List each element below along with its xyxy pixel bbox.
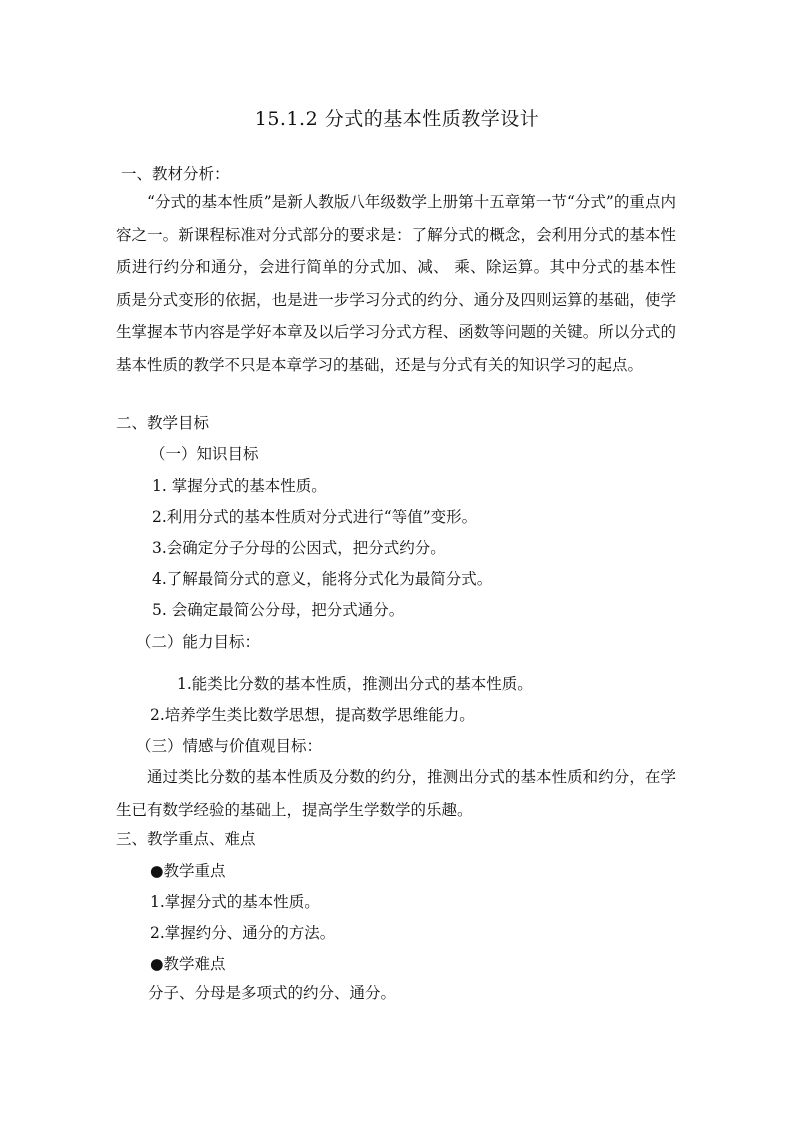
document-title: 15.1.2 分式的基本性质教学设计 xyxy=(254,108,540,130)
emotion-goals-paragraph: 通过类比分数的基本性质及分数的约分，推测出分式的基本性质和约分，在学生已有数学经验的基础上，提高学生学数学的乐趣。 xyxy=(116,768,676,819)
section1-paragraph: “分式的基本性质”是新人教版八年级数学上册第十五章第一节“分式”的重点内容之一。新课程标准对分式部分的要求是：了解分式的概念，会利用分式的基本性质进行约分和通分，会进行简单的分式加、减、 乘、除运算。其中分式的基本性质是分式变形的依据，也是进一步学习分式的约分、通分及四则运算的基础，使学生掌握本节内容是学好本章及以后学习分式方程、函数等问题的关键。所以分式的基本性质的教学不只是本章学习的基础，还是与分式有关的知识学习的起点。 xyxy=(116,193,676,374)
difficult-point-text: 分子、分母是多项式的约分、通分。 xyxy=(148,984,397,1002)
knowledge-goal-item: 1. 掌握分式的基本性质。 xyxy=(152,477,327,495)
knowledge-goal-item: 3.会确定分子分母的公因式，把分式约分。 xyxy=(152,539,446,557)
knowledge-goal-item: 2.利用分式的基本性质对分式进行“等值”变形。 xyxy=(152,508,478,526)
difficult-points-heading: ●教学难点 xyxy=(150,955,226,973)
key-points-heading: ●教学重点 xyxy=(150,862,226,880)
section2-heading: 二、教学目标 xyxy=(116,414,210,432)
ability-goal-item: 2.培养学生类比数学思想，提高数学思维能力。 xyxy=(150,706,475,724)
knowledge-goal-item: 5. 会确定最简公分母，把分式通分。 xyxy=(152,601,405,619)
ability-goals-heading: （二）能力目标： xyxy=(136,633,261,651)
section1-heading: 一、教材分析： xyxy=(121,165,230,183)
emotion-goals-heading: （三）情感与价值观目标： xyxy=(136,737,323,755)
section3-heading: 三、教学重点、难点 xyxy=(116,830,256,848)
knowledge-goals-heading: （一）知识目标 xyxy=(150,445,259,463)
key-point-item: 2.掌握约分、通分的方法。 xyxy=(150,924,336,942)
knowledge-goal-item: 4.了解最简分式的意义，能将分式化为最简分式。 xyxy=(152,570,493,588)
ability-goal-item: 1.能类比分数的基本性质，推测出分式的基本性质。 xyxy=(177,675,533,693)
key-point-item: 1.掌握分式的基本性质。 xyxy=(150,893,320,911)
